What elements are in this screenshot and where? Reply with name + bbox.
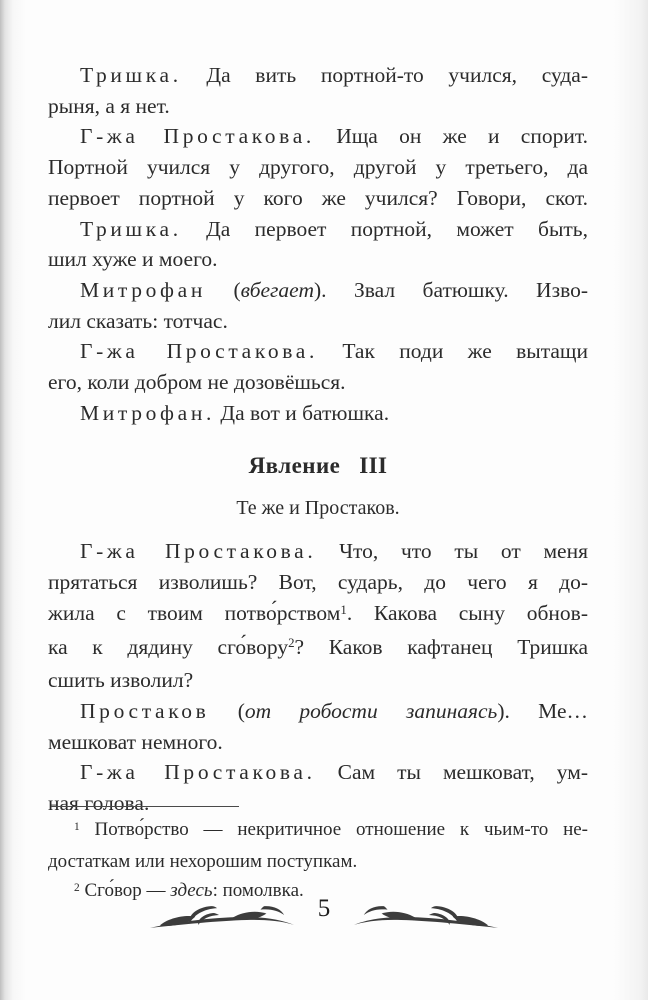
- page-number: 5: [317, 895, 331, 922]
- scene-cast-line: Те же и Простаков.: [236, 497, 400, 520]
- text-line: Г-жа Простакова. Что, что ты от меня: [80, 539, 588, 564]
- text-line: жила с твоим потво́рством$^1$. Какова сыну обнов-: [48, 600, 588, 625]
- footnote-separator: [51, 806, 239, 807]
- text-line: шил хуже и моего.: [48, 247, 218, 272]
- text-line: Г-жа Простакова. Сам ты мешковат, ум-: [80, 760, 588, 785]
- paragraph: [48, 398, 588, 429]
- paragraph: [48, 214, 588, 275]
- scene-heading: Явление III: [248, 453, 388, 479]
- paragraph: [48, 60, 588, 121]
- page-footer: [0, 896, 648, 938]
- text-line: Митрофан (вбегает). Звал батюшку. Изво-: [80, 277, 588, 302]
- text-line: рыня, а я нет.: [48, 93, 170, 118]
- dialogue-bottom: [48, 536, 588, 818]
- dialogue-text-block: [48, 60, 588, 819]
- text-line: лил сказать: тотчас.: [48, 308, 228, 333]
- text-line: Тришка. Да первоет портной, может быть,: [80, 216, 588, 241]
- paragraph: [48, 275, 588, 336]
- flourish-ornament-right-icon: [352, 896, 500, 938]
- paragraph: [48, 696, 588, 757]
- text-line: Митрофан. Да вот и батюшка.: [80, 400, 390, 425]
- text-line: ка к дядину сго́вору$^2$? Каков кафтанец Тришка: [48, 634, 588, 659]
- text-line: сшить изволил?: [48, 668, 194, 693]
- text-line: прятаться изволишь? Вот, сударь, до чего я до-: [48, 570, 588, 595]
- paragraph: [48, 121, 588, 213]
- paragraph: [48, 336, 588, 397]
- text-line: мешковат немного.: [48, 729, 223, 754]
- text-line: ная голова.: [48, 791, 150, 816]
- text-line: $^2$ Сго́вор — здесь: помолвка.: [74, 880, 304, 901]
- text-line: достаткам или нехорошим поступкам.: [48, 851, 358, 872]
- text-line: Простаков (от робости запинаясь). Ме…: [80, 698, 588, 723]
- text-line: Г-жа Простакова. Ища он же и спорит.: [80, 124, 588, 149]
- text-line: Тришка. Да вить портной-то учился, суда-: [80, 63, 588, 87]
- text-line: первоет портной у кого же учился? Говори, скот.: [48, 185, 588, 210]
- text-line: Г-жа Простакова. Так поди же вытащи: [80, 339, 588, 364]
- text-line: $^1$ Потво́рство — некритичное отношение к чьим-то не-: [74, 819, 588, 840]
- flourish-ornament-left-icon: [148, 896, 296, 938]
- text-line: его, коли добром не дозовёшься.: [48, 370, 346, 395]
- paragraph: [48, 536, 588, 696]
- paragraph: [48, 815, 588, 876]
- text-line: Портной учился у другого, другой у третьего, да: [48, 155, 588, 180]
- dialogue-top: [48, 60, 588, 428]
- footnotes-section: [48, 806, 588, 908]
